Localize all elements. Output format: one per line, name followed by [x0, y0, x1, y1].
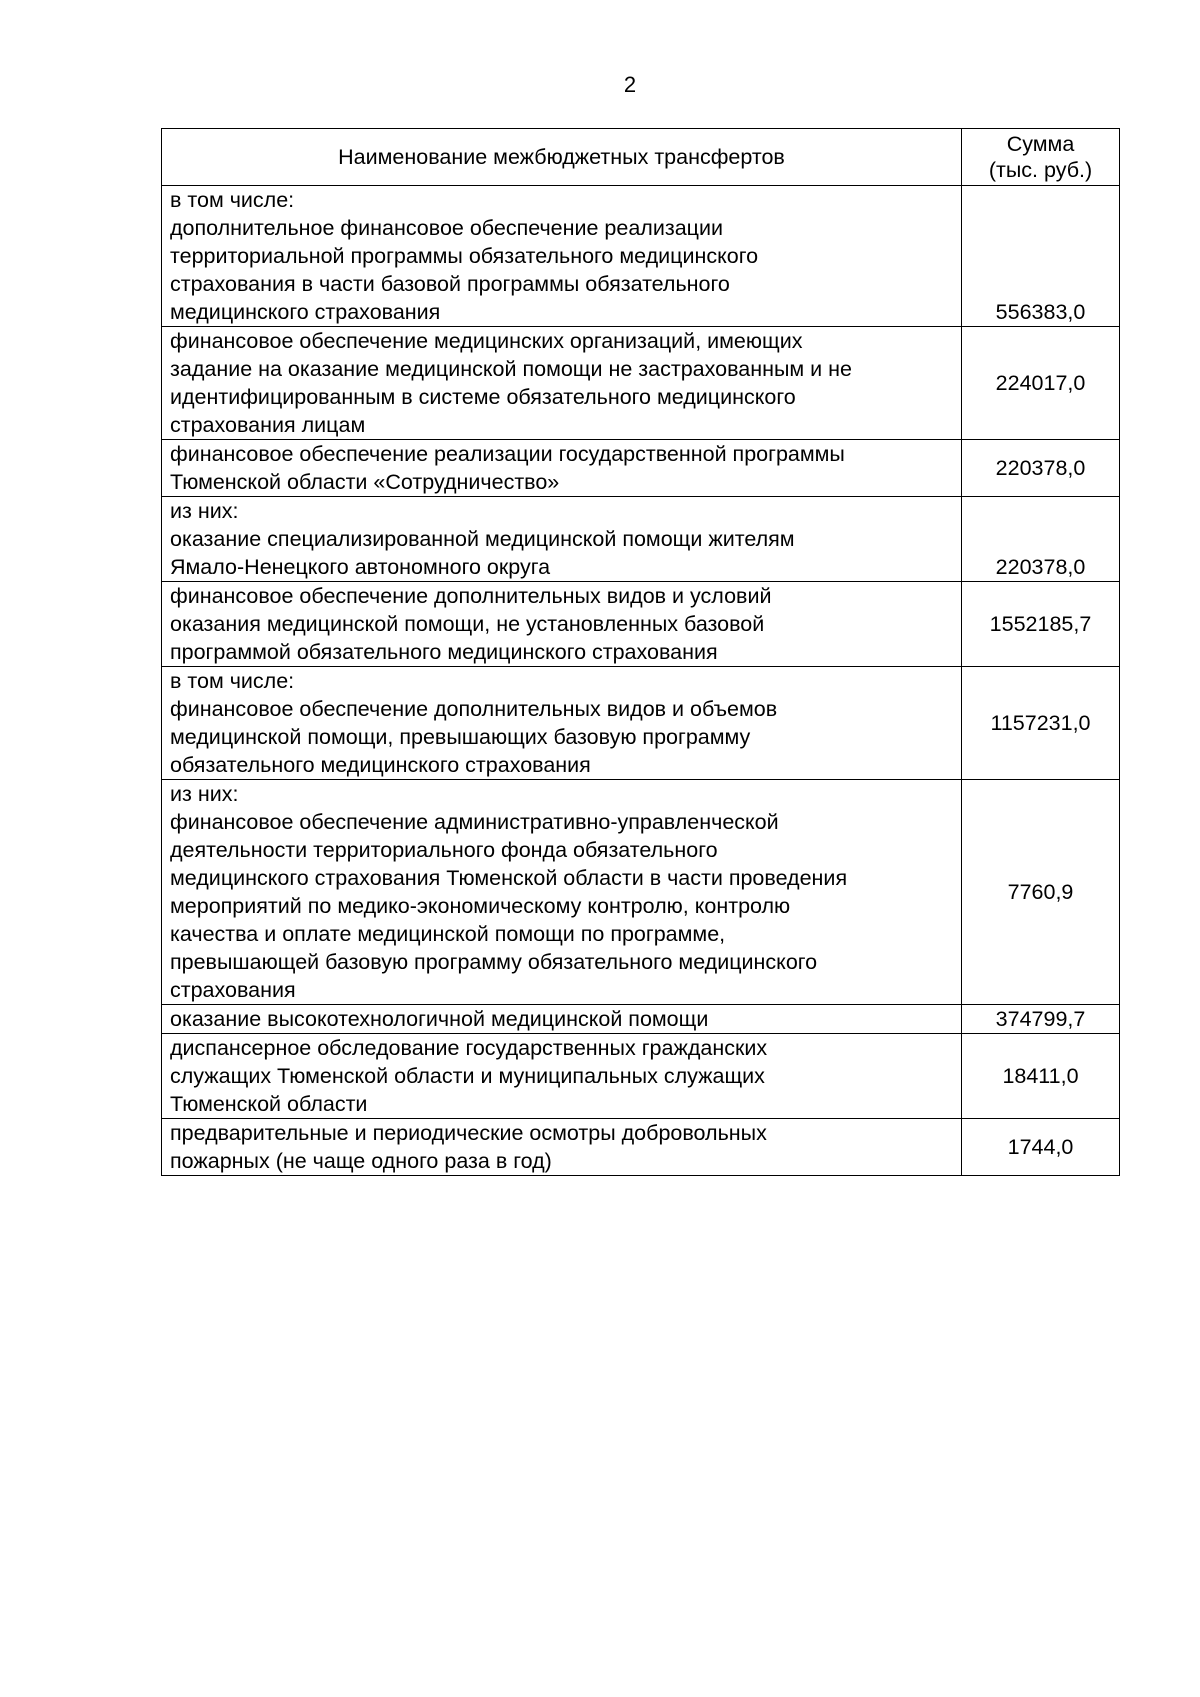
- row-text-line: медицинского страхования Тюменской области в части проведения: [170, 866, 848, 890]
- row-sum-cell: 1157231,0: [962, 667, 1120, 780]
- row-name-cell: [162, 1119, 962, 1176]
- row-text-line: территориальной программы обязательного медицинского: [170, 244, 759, 268]
- row-sum-cell: 220378,0: [962, 497, 1120, 582]
- row-sum-cell: 18411,0: [962, 1034, 1120, 1119]
- transfers-table: [161, 128, 1120, 1176]
- row-name-cell: [162, 780, 962, 1005]
- row-sum-cell: 1744,0: [962, 1119, 1120, 1176]
- row-text-line: финансовое обеспечение дополнительных видов и условий: [170, 584, 772, 608]
- row-name-cell: [162, 186, 962, 327]
- row-text-line: программой обязательного медицинского страхования: [170, 640, 718, 664]
- row-text-line: финансовое обеспечение медицинских организаций, имеющих: [170, 329, 803, 353]
- row-sum-cell: 220378,0: [962, 440, 1120, 497]
- row-text-line: пожарных (не чаще одного раза в год): [170, 1149, 552, 1173]
- table-row: [162, 1005, 1120, 1034]
- row-text-line: страхования в части базовой программы обязательного: [170, 272, 730, 296]
- row-text-line: задание на оказание медицинской помощи не застрахованным и не: [170, 357, 852, 381]
- row-text-line: из них:: [170, 499, 239, 523]
- table-row: [162, 1119, 1120, 1176]
- row-sum-cell: 7760,9: [962, 780, 1120, 1005]
- row-name-cell: [162, 440, 962, 497]
- row-text-line: медицинской помощи, превышающих базовую программу: [170, 725, 751, 749]
- column-header-sum-line1: Сумма: [1006, 132, 1075, 156]
- row-text-line: медицинского страхования: [170, 300, 441, 324]
- row-text-line: финансовое обеспечение дополнительных видов и объемов: [170, 697, 778, 721]
- row-text-line: страхования лицам: [170, 413, 366, 437]
- row-text-line: качества и оплате медицинской помощи по программе,: [170, 922, 726, 946]
- row-text-line: оказание высокотехнологичной медицинской помощи: [170, 1007, 709, 1031]
- row-text-line: диспансерное обследование государственных гражданских: [170, 1036, 768, 1060]
- row-sum-cell: 1552185,7: [962, 582, 1120, 667]
- row-name-cell: [162, 667, 962, 780]
- table-header-row: [162, 129, 1120, 186]
- row-text-line: страхования: [170, 978, 296, 1002]
- row-text-line: служащих Тюменской области и муниципальных служащих: [170, 1064, 765, 1088]
- row-text-line: идентифицированным в системе обязательного медицинского: [170, 385, 796, 409]
- row-text-line: деятельности территориального фонда обязательного: [170, 838, 718, 862]
- table-row: [162, 497, 1120, 582]
- row-text-line: оказание специализированной медицинской помощи жителям: [170, 527, 795, 551]
- page-number: 2: [623, 72, 637, 97]
- column-header-name: Наименование межбюджетных трансфертов: [162, 129, 962, 186]
- table-row: [162, 440, 1120, 497]
- row-text-line: в том числе:: [170, 669, 295, 693]
- row-text-line: финансовое обеспечение реализации государственной программы: [170, 442, 845, 466]
- column-header-sum: [962, 129, 1120, 186]
- row-text-line: Тюменской области: [170, 1092, 368, 1116]
- table-row: [162, 780, 1120, 1005]
- table-row: [162, 1034, 1120, 1119]
- row-text-line: финансовое обеспечение административно-управленческой: [170, 810, 779, 834]
- table-row: [162, 667, 1120, 780]
- row-text-line: обязательного медицинского страхования: [170, 753, 591, 777]
- row-name-cell: [162, 582, 962, 667]
- row-text-line: дополнительное финансовое обеспечение реализации: [170, 216, 724, 240]
- row-sum-cell: 374799,7: [962, 1005, 1120, 1034]
- table-row: [162, 186, 1120, 327]
- row-text-line: Ямало-Ненецкого автономного округа: [170, 555, 551, 579]
- row-name-cell: [162, 1005, 962, 1034]
- row-text-line: из них:: [170, 782, 239, 806]
- row-sum-cell: 556383,0: [962, 186, 1120, 327]
- row-sum-cell: 224017,0: [962, 327, 1120, 440]
- row-text-line: оказания медицинской помощи, не установленных базовой: [170, 612, 765, 636]
- row-name-cell: [162, 327, 962, 440]
- table-row: [162, 582, 1120, 667]
- table-row: [162, 327, 1120, 440]
- row-text-line: предварительные и периодические осмотры добровольных: [170, 1121, 767, 1145]
- row-text-line: в том числе:: [170, 188, 295, 212]
- row-text-line: превышающей базовую программу обязательного медицинского: [170, 950, 818, 974]
- row-name-cell: [162, 497, 962, 582]
- row-name-cell: [162, 1034, 962, 1119]
- column-header-sum-line2: (тыс. руб.): [988, 158, 1093, 182]
- row-text-line: мероприятий по медико-экономическому контролю, контролю: [170, 894, 791, 918]
- row-text-line: Тюменской области «Сотрудничество»: [170, 470, 560, 494]
